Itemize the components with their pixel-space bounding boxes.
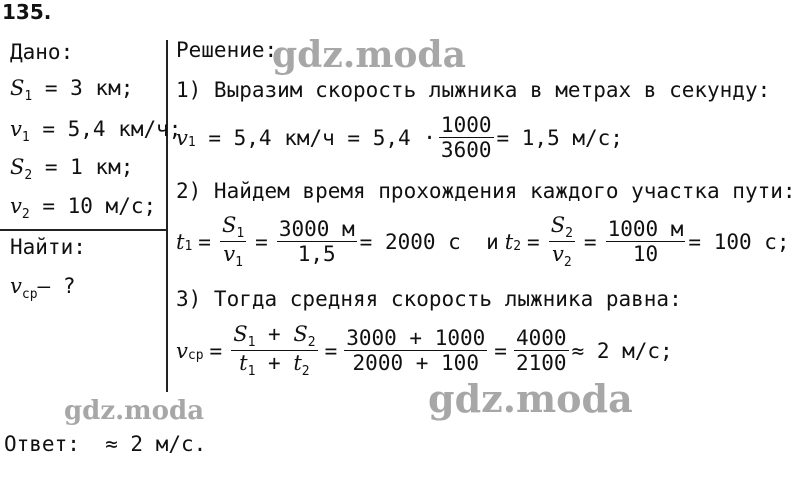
watermark: gdz.moda (428, 376, 633, 421)
given-item: $S_1 = 3$ км; (10, 76, 134, 104)
solution-step-1: 1) Выразим скорость лыжника в метрах в секунду: (176, 78, 771, 102)
given-item: $S_2 = 1$ км; (10, 155, 134, 183)
given-item: $v_1 = 5,4$ км/ч; (10, 117, 182, 145)
watermark: gdz.moda (272, 34, 466, 76)
equation-2: t 1 = $\frac{S_1}{v_1}$ = $\frac{3000 м}{1,5}$ = 2000 с и t 2 = $\frac{S_2}{v_2}$ = $\frac{1000 м}{10}$ = 100 с; (176, 213, 790, 270)
fraction: $\frac{S_1 + S_2}{t_1 + t_2}$ (233, 322, 316, 379)
solution-header: Решение: (176, 38, 278, 62)
fraction: $\frac{3000 + 1000}{2000 + 100}$ (346, 326, 486, 375)
find-header: Найти: (10, 235, 86, 259)
fraction: $\frac{1000}{3600}$ (440, 113, 492, 162)
fraction: $\frac{S_2}{v_2}$ (550, 213, 573, 270)
fraction: $\frac{3000 м}{1,5}$ (278, 217, 355, 266)
given-header: Дано: (10, 40, 74, 64)
fraction: $\frac{S_1}{v_1}$ (221, 213, 245, 270)
equation-1: v 1 = 5,4 км/ч = 5,4 · $\frac{1000}{3600}$ = 1,5 м/с; (176, 113, 623, 162)
find-item: $v_{ср}-$ ? (10, 274, 76, 302)
solution-step-3: 3) Тогда средняя скорость лыжника равна: (176, 287, 682, 311)
fraction: $\frac{1000 м}{10}$ (607, 217, 684, 266)
vertical-divider (166, 40, 168, 392)
solution-step-2: 2) Найдем время прохождения каждого участка пути: (176, 179, 796, 203)
horizontal-divider (0, 229, 166, 231)
given-item: $v_2 = 10$ м/с; (10, 194, 157, 222)
equation-3: v ср = $\frac{S_1 + S_2}{t_1 + t_2}$ = $\frac{3000 + 1000}{2000 + 100}$ = $\frac{4000}{2100}$ ≈ 2 м/с; (176, 322, 673, 379)
problem-number: 135. (2, 0, 52, 24)
fraction: $\frac{4000}{2100}$ (515, 326, 567, 375)
watermark: gdz.moda (64, 396, 205, 426)
answer-line: Ответ: ≈ 2 м/с. (4, 432, 207, 456)
